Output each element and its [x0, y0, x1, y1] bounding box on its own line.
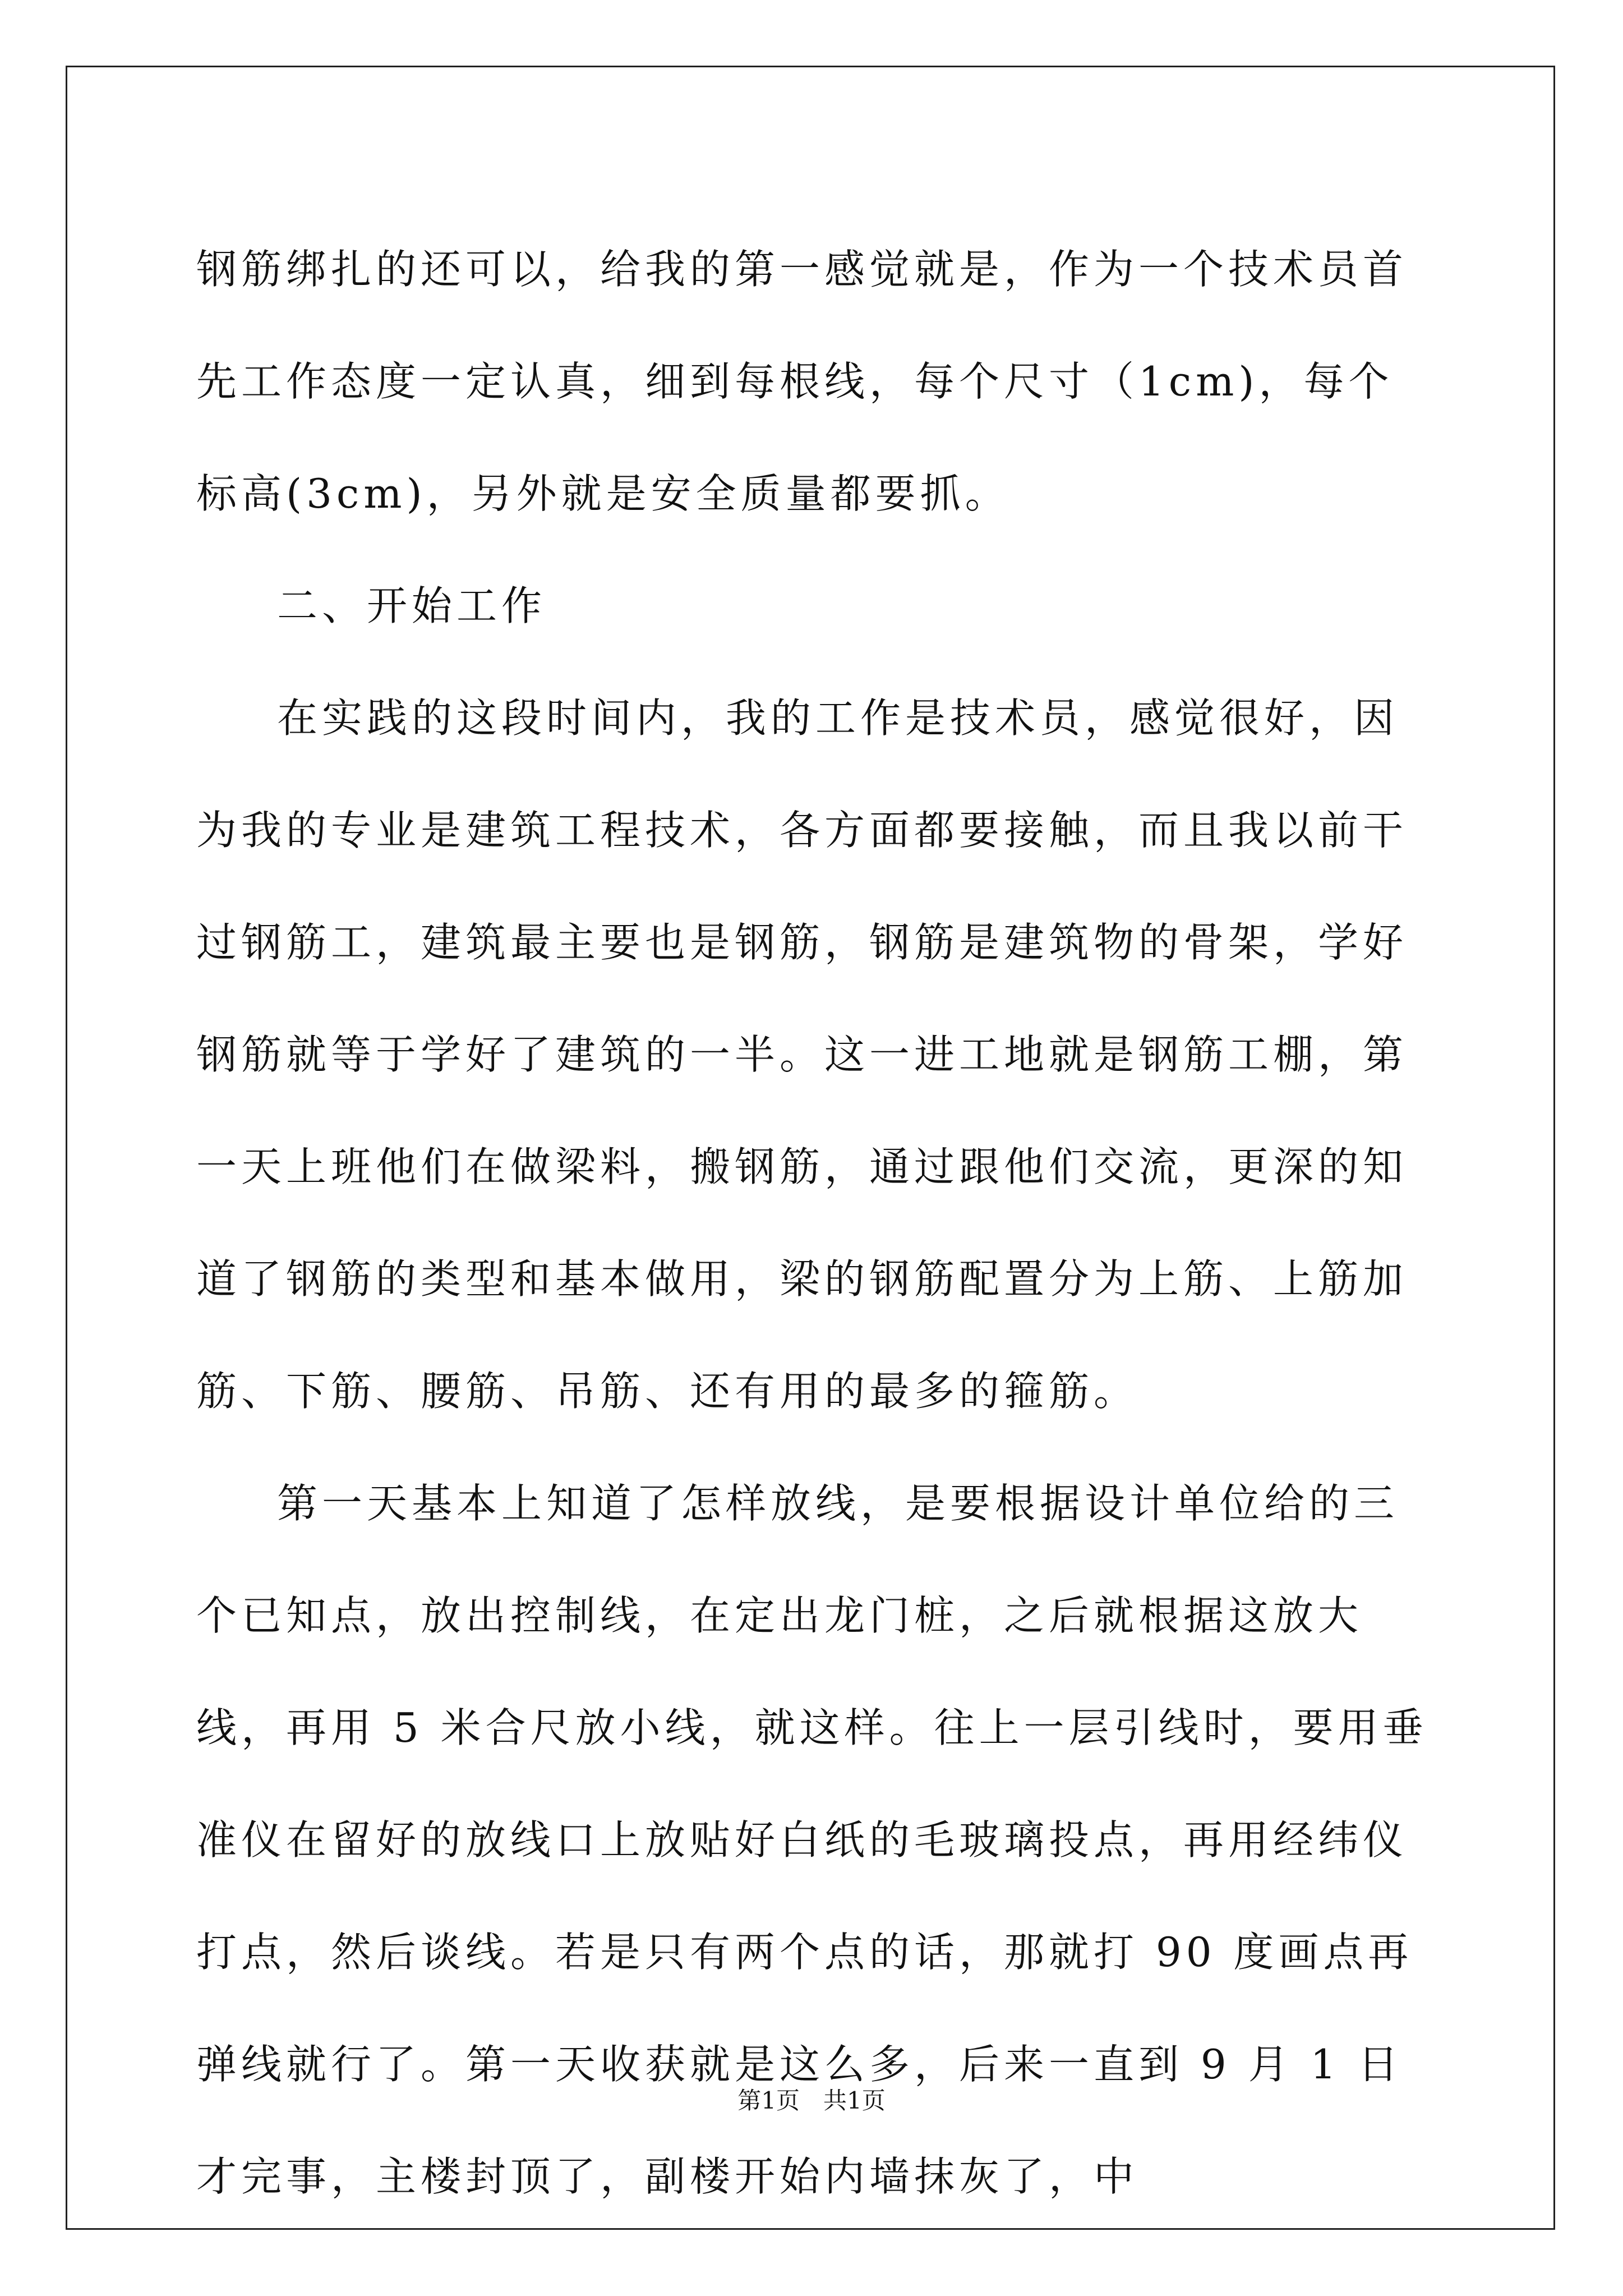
paragraph-1: 钢筋绑扎的还可以，给我的第一感觉就是，作为一个技术员首先工作态度一定认真，细到每根线，每个尺寸（1cm)，每个标高(3cm)，另外就是安全质量都要抓。	[196, 246, 1408, 517]
document-body	[196, 213, 1430, 2233]
page-number: 第1页 共1页	[737, 2087, 886, 2114]
paragraph-3: 第一天基本上知道了怎样放线，是要根据设计单位给的三个已知点，放出控制线，在定出龙门桩，之后就根据这放大线，再用 5 米合尺放小线，就这样。往上一层引线时，要用垂准仪在留好的放线口上放贴好白纸的毛玻璃投点，再用经纬仪打点，然后谈线。若是只有两个点的话，那就打 90 度画点再弹线就行了。第一天收获就是这么多，后来一直到 9 月 1 日才完事，主楼封顶了，副楼开始内墙抹灰了，中	[196, 1480, 1428, 2200]
paragraph-2: 在实践的这段时间内，我的工作是技术员，感觉很好，因为我的专业是建筑工程技术，各方面都要接触，而且我以前干过钢筋工，建筑最主要也是钢筋，钢筋是建筑物的骨架，学好钢筋就等于学好了建筑的一半。这一进工地就是钢筋工棚，第一天上班他们在做梁料，搬钢筋，通过跟他们交流，更深的知道了钢筋的类型和基本做用，梁的钢筋配置分为上筋、上筋加筋、下筋、腰筋、吊筋、还有用的最多的箍筋。	[196, 694, 1408, 1415]
section-heading: 二、开始工作	[277, 582, 547, 629]
